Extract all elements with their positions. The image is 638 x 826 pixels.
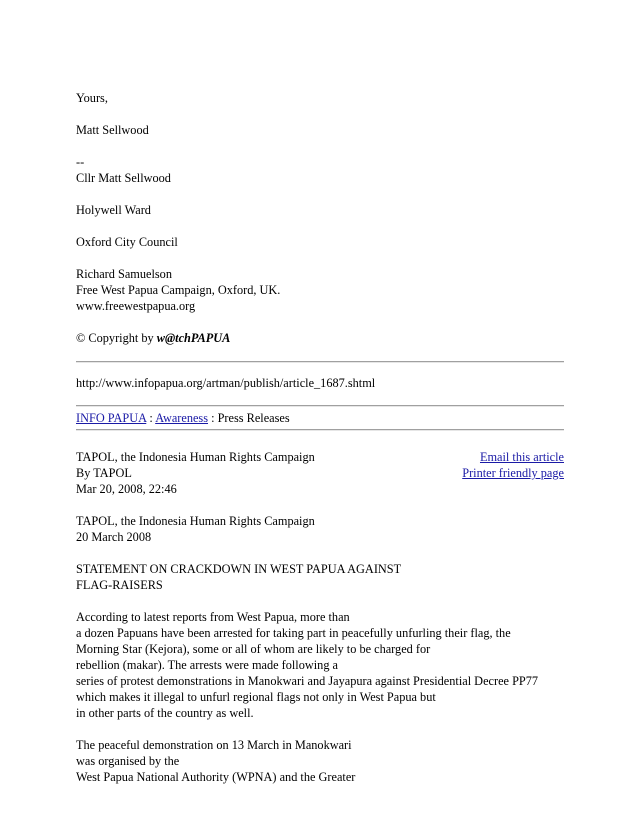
headline-line: FLAG-RAISERS: [76, 578, 163, 592]
breadcrumb: [76, 410, 564, 426]
closing-salutation: Yours,: [76, 91, 108, 105]
copyright-brand: w@tchPAPUA: [156, 331, 231, 345]
article-paragraph-1: [76, 609, 564, 721]
paragraph-line: Morning Star (Kejora), some or all of whom are likely to be charged for: [76, 642, 431, 656]
forwarder-org: Free West Papua Campaign, Oxford, UK.: [76, 283, 281, 297]
breadcrumb-section-link[interactable]: Awareness: [155, 411, 209, 425]
signature-council: Oxford City Council: [76, 235, 178, 249]
breadcrumb-separator: :: [149, 411, 153, 425]
copyright-line: [76, 330, 564, 346]
paragraph-line: a dozen Papuans have been arrested for taking part in peacefully unfurling their flag, the: [76, 626, 511, 640]
forwarder-name: Richard Samuelson: [76, 267, 172, 281]
article-byline: By TAPOL: [76, 466, 132, 480]
signature-block: [76, 154, 564, 186]
signature-ward: Holywell Ward: [76, 203, 151, 217]
article-date-line: 20 March 2008: [76, 530, 152, 544]
headline-line: STATEMENT ON CRACKDOWN IN WEST PAPUA AGAINST: [76, 562, 402, 576]
article-source: TAPOL, the Indonesia Human Rights Campaign: [76, 450, 315, 464]
document-body: [76, 90, 564, 785]
forwarder-website: www.freewestpapua.org: [76, 299, 196, 313]
breadcrumb-separator: :: [211, 411, 215, 425]
article-meta-left: [76, 449, 315, 497]
paragraph-line: The peaceful demonstration on 13 March in Manokwari: [76, 738, 352, 752]
paragraph-line: rebellion (makar). The arrests were made following a: [76, 658, 338, 672]
paragraph-line: was organised by the: [76, 754, 180, 768]
source-url: http://www.infopapua.org/artman/publish/article_1687.shtml: [76, 376, 376, 390]
printer-friendly-link[interactable]: Printer friendly page: [462, 466, 564, 480]
breadcrumb-home-link[interactable]: INFO PAPUA: [76, 411, 147, 425]
email-article-link[interactable]: Email this article: [479, 450, 564, 464]
article-headline: [76, 561, 564, 593]
article-paragraph-2: [76, 737, 564, 785]
forwarder-block: [76, 266, 564, 314]
article-date: Mar 20, 2008, 22:46: [76, 482, 177, 496]
paragraph-line: West Papua National Authority (WPNA) and the Greater: [76, 770, 356, 784]
paragraph-line: in other parts of the country as well.: [76, 706, 254, 720]
article-actions: [462, 449, 564, 481]
signature-title-name: Cllr Matt Sellwood: [76, 171, 171, 185]
paragraph-line: series of protest demonstrations in Manokwari and Jayapura against Presidential Decree PP77: [76, 674, 539, 688]
signature-separator: --: [76, 155, 85, 169]
article-org-block: [76, 513, 564, 545]
paragraph-line: According to latest reports from West Papua, more than: [76, 610, 350, 624]
article-org-line: TAPOL, the Indonesia Human Rights Campaign: [76, 514, 315, 528]
copyright-prefix: © Copyright by: [76, 331, 154, 345]
signatory-name: Matt Sellwood: [76, 123, 149, 137]
article-meta: [76, 449, 564, 497]
paragraph-line: which makes it illegal to unfurl regional flags not only in West Papua but: [76, 690, 436, 704]
breadcrumb-current: Press Releases: [217, 411, 290, 425]
